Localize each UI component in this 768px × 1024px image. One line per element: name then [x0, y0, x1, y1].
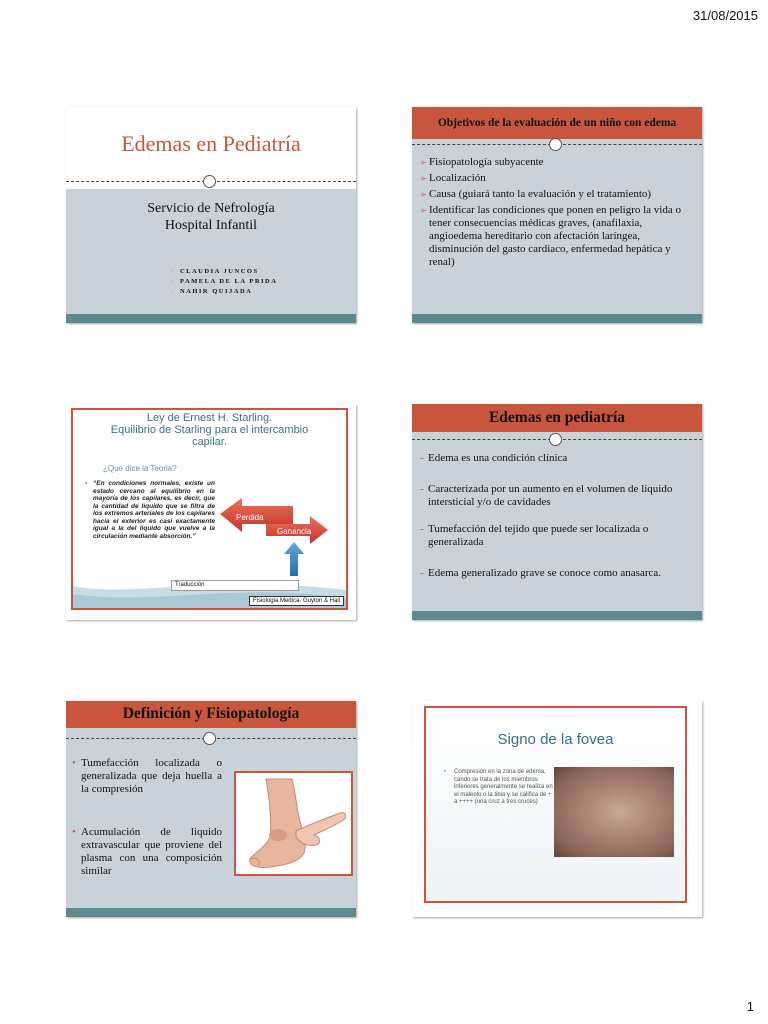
author-list: [170, 267, 277, 297]
quote-text: “En condiciones normales, existe un estado cercano al equilibrio en la mayoría de los capilares, es decir, que la cantidad de liquido que se filtra de los extremos arteriales de los capilares hacia el exterior es casi exactamente igual a la del liquido que vuelve a la circulación mediante absorción.”: [93, 480, 215, 540]
source-citation: Fisiologia Medica- Guyton & Hall: [249, 596, 344, 606]
slide-1-title: Edemas en Pediatría: [121, 131, 301, 156]
skin-edema-photo: [554, 767, 674, 857]
author-name: NAHIR QUIJADA: [179, 288, 253, 295]
list-item: - Tumefacción del tejido que puede ser localizada o generalizada: [420, 523, 696, 549]
slide-5-title: Definición y Fisiopatología: [66, 701, 356, 728]
slide-4: [412, 404, 702, 620]
slide-5: [66, 701, 356, 917]
page-date: 31/08/2015: [692, 8, 758, 23]
divider-circle-icon: [203, 732, 216, 745]
list-item: • Acumulación de liquido extravascular que proviene del plasma con una composición similar: [72, 826, 222, 878]
bullet-icon: •: [85, 480, 88, 487]
bullet-icon: •: [444, 769, 447, 775]
slide-6-frame: [424, 706, 687, 903]
check-icon: ✓: [170, 288, 177, 295]
slide-2: [412, 107, 702, 323]
slide-1: [66, 107, 356, 323]
fovea-description: [444, 769, 554, 807]
list-item: - Caracterizada por un aumento en el volumen de liquido intersticial y/o de cavidades: [420, 483, 696, 509]
theory-question: ¿Que dice la Teoria?: [103, 464, 177, 473]
list-item: ➢ Localización: [420, 172, 694, 185]
objectives-list: [420, 156, 694, 272]
perdida-label: Perdida: [236, 513, 264, 522]
slide-footer-bar: [412, 314, 702, 323]
list-item: ➢ Fisiopatología subyacente: [420, 156, 694, 169]
slide-3-title: [73, 412, 346, 448]
translation-label: Traducción: [171, 580, 299, 591]
list-item: ➢ Identificar las condiciones que ponen en peligro la vida o tener consecuencias médicas graves, (anafilaxia, angioedema hereditario con afectación laríngea, disminución del gasto cardiaco, enfermedad hepática y renal): [420, 204, 694, 269]
title-line: Equilibrio de Starling para el intercambio: [110, 424, 309, 436]
list-item: ➢ Causa (guiará tanto la evaluación y el tratamiento): [420, 188, 694, 201]
foot-icon: [236, 773, 351, 874]
slide-3-frame: [71, 408, 348, 610]
list-item: - Edema es una condición clínica: [420, 452, 696, 465]
title-line: Ley de Ernest H. Starling.: [146, 412, 273, 424]
divider-circle-icon: [203, 175, 216, 188]
author-item: [170, 287, 277, 297]
divider-circle-icon: [549, 433, 562, 446]
slide-footer-bar: [412, 611, 702, 620]
definition-list: [72, 757, 222, 878]
list-item: - Edema generalizado grave se conoce como anasarca.: [420, 567, 696, 580]
divider-circle-icon: [549, 138, 562, 151]
slide-6: [412, 701, 702, 917]
check-icon: ✓: [170, 278, 177, 285]
author-item: [170, 277, 277, 287]
ganancia-label: Ganancia: [277, 527, 312, 536]
check-icon: ✓: [170, 268, 177, 275]
foot-compression-illustration: [234, 771, 353, 876]
slide-4-title: Edemas en pediatría: [412, 404, 702, 432]
description-text: Compresión en la zona de edema, cando se trata de los miembros inferiores generalmente se realiza en el maleolo o la tibia y se califica de + a ++++ (una cruz a tres cruces): [454, 769, 553, 805]
edema-definition-list: [420, 452, 696, 580]
exchange-arrows-diagram: [218, 494, 330, 589]
list-item: • Tumefacción localizada o generalizada que deja huella a la compresión: [72, 757, 222, 796]
up-arrow: [284, 542, 304, 576]
subtitle-line-2: Hospital Infantil: [164, 218, 258, 233]
slide-1-subtitle: [66, 200, 356, 234]
author-name: PAMELA DE LA PRIDA: [179, 278, 278, 285]
slide-3: [66, 404, 356, 620]
slide-6-title: Signo de la fovea: [497, 731, 614, 748]
author-item: [170, 267, 277, 277]
subtitle-line-1: Servicio de Nefrología: [147, 201, 275, 216]
page-number: 1: [746, 999, 754, 1014]
slide-2-title: Objetivos de la evaluación de un niño con edema: [412, 107, 702, 139]
author-name: CLAUDIA JUNCOS: [179, 268, 259, 275]
starling-quote: [85, 480, 215, 540]
slide-footer-bar: [66, 314, 356, 323]
slide-footer-bar: [66, 908, 356, 917]
title-line: capilar.: [192, 436, 227, 448]
